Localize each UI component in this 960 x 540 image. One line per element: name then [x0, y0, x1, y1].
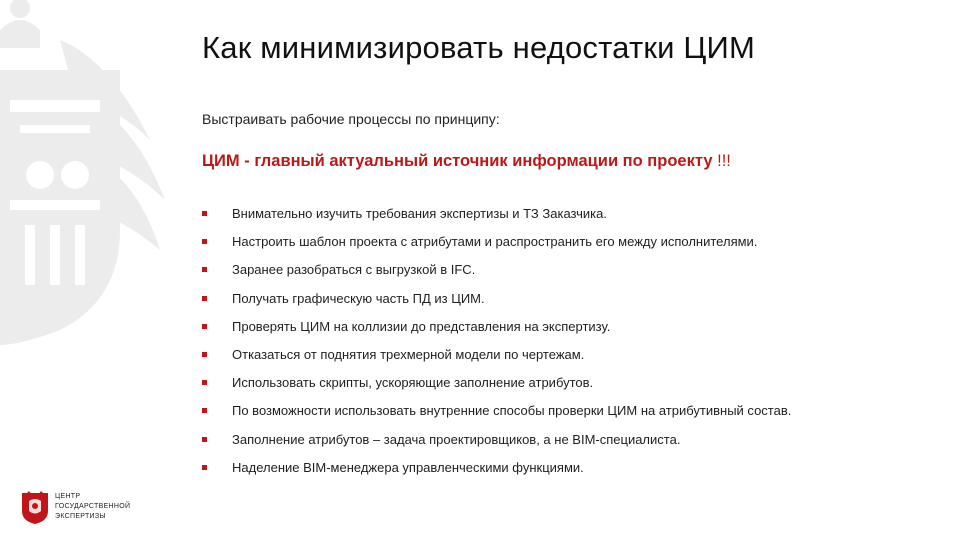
bullet-list — [202, 206, 791, 488]
bullet-text: Настроить шаблон проекта с атрибутами и распространить его между исполнителями. — [232, 234, 758, 250]
principle-text: ЦИМ - главный актуальный источник информации по проекту — [202, 152, 713, 170]
logo-text — [55, 492, 130, 522]
page-title: Как минимизировать недостатки ЦИМ — [202, 30, 756, 65]
bullet-item — [202, 234, 791, 262]
bullet-text: Внимательно изучить требования экспертизы и ТЗ Заказчика. — [232, 206, 607, 221]
bullet-text: Наделение BIM-менеджера управленческими функциями. — [232, 459, 584, 475]
bullet-marker-icon — [202, 437, 207, 442]
bullet-text: Использовать скрипты, ускоряющие заполнение атрибутов. — [232, 375, 594, 391]
bullet-marker-icon — [202, 296, 207, 301]
bullet-item — [202, 206, 791, 234]
logo-line: ЦЕНТР — [55, 493, 81, 500]
bullet-marker-icon — [202, 267, 207, 272]
bullet-marker-icon — [202, 352, 207, 357]
bullet-text: Получать графическую часть ПД из ЦИМ. — [232, 290, 485, 306]
bullet-item — [202, 262, 791, 290]
bullet-item — [202, 347, 791, 375]
bullet-marker-icon — [202, 239, 207, 244]
subtitle: Выстраивать рабочие процессы по принципу: — [202, 111, 500, 127]
bullet-text: Заполнение атрибутов – задача проектировщиков, а не BIM-специалиста. — [232, 431, 681, 447]
bullet-text: Отказаться от поднятия трехмерной модели по чертежам. — [232, 346, 585, 362]
bullet-item — [202, 403, 791, 431]
principle-suffix: !!! — [712, 152, 731, 170]
bullet-item — [202, 291, 791, 319]
bullet-marker-icon — [202, 408, 207, 413]
bullet-marker-icon — [202, 465, 207, 470]
logo-line: ЭКСПЕРТИЗЫ — [55, 513, 106, 520]
logo-line: ГОСУДАРСТВЕННОЙ — [55, 503, 131, 510]
bullet-text: Заранее разобраться с выгрузкой в IFC. — [232, 262, 476, 278]
bullet-text: По возможности использовать внутренние способы проверки ЦИМ на атрибутивный состав. — [232, 403, 792, 419]
coat-of-arms-logo-icon — [20, 489, 50, 525]
bullet-item — [202, 319, 791, 347]
bullet-item — [202, 460, 791, 488]
bullet-marker-icon — [202, 211, 207, 216]
bullet-marker-icon — [202, 324, 207, 329]
bullet-item — [202, 375, 791, 403]
emblem-watermark-icon — [0, 0, 170, 350]
bullet-marker-icon — [202, 380, 207, 385]
bullet-item — [202, 432, 791, 460]
principle-statement — [202, 152, 731, 171]
bullet-text: Проверять ЦИМ на коллизии до представления на экспертизу. — [232, 318, 611, 334]
